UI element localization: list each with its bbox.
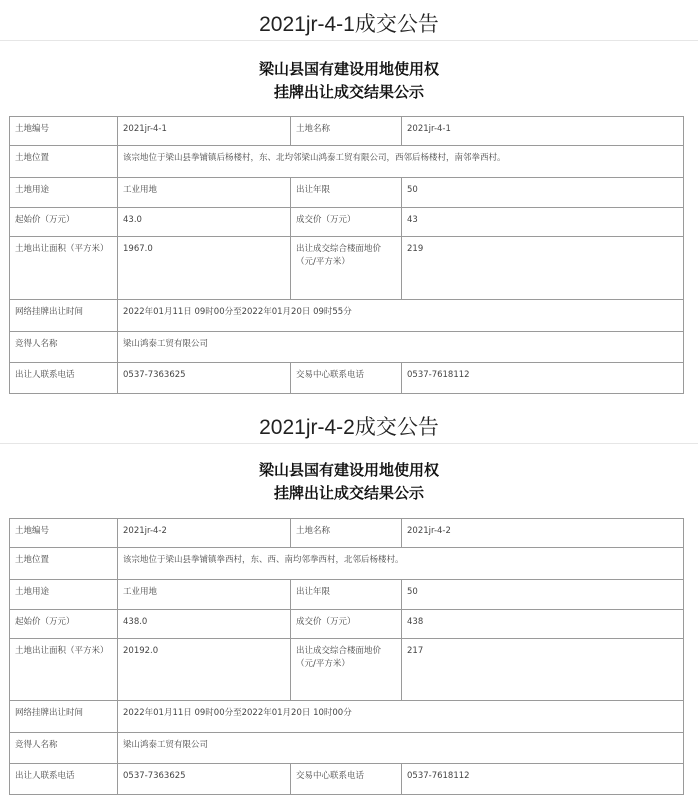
- notice-subtitle: [0, 459, 698, 505]
- label-cell: 交易中心联系电话: [291, 363, 402, 394]
- label-cell: 出让年限: [291, 580, 402, 610]
- label-cell: 土地用途: [10, 178, 118, 208]
- label-cell: 土地出让面积（平方米）: [10, 639, 118, 701]
- result-table: [9, 518, 684, 795]
- label-cell: 起始价（万元）: [10, 610, 118, 639]
- value-cell: 438: [402, 610, 684, 639]
- label-cell: 土地编号: [10, 519, 118, 548]
- value-cell: 0537-7363625: [118, 764, 291, 795]
- label-cell: 竞得人名称: [10, 733, 118, 764]
- label-cell: 起始价（万元）: [10, 208, 118, 237]
- label-cell: 土地编号: [10, 117, 118, 146]
- table-row: [10, 639, 684, 701]
- label-cell: 土地名称: [291, 117, 402, 146]
- notice-title: 2021jr-4-2成交公告: [259, 416, 439, 439]
- table-row: [10, 701, 684, 733]
- value-cell: 梁山鸿泰工贸有限公司: [118, 332, 684, 363]
- value-cell: 43.0: [118, 208, 291, 237]
- value-cell: 50: [402, 580, 684, 610]
- value-cell: 2021jr-4-1: [118, 117, 291, 146]
- label-cell: 土地位置: [10, 548, 118, 580]
- table-row: [10, 519, 684, 548]
- title-divider: [0, 40, 698, 41]
- label-cell: 交易中心联系电话: [291, 764, 402, 795]
- value-cell: 50: [402, 178, 684, 208]
- value-cell: 工业用地: [118, 580, 291, 610]
- label-cell: 土地名称: [291, 519, 402, 548]
- title-divider: [0, 443, 698, 444]
- subtitle-line: 挂牌出让成交结果公示: [273, 83, 424, 101]
- label-cell: 出让成交综合楼面地价（元/平方米）: [291, 639, 402, 701]
- value-cell: 2022年01月11日 09时00分至2022年01月20日 09时55分: [118, 300, 684, 332]
- result-table: [9, 116, 684, 394]
- value-cell: 2021jr-4-2: [402, 519, 684, 548]
- value-cell: 0537-7618112: [402, 764, 684, 795]
- subtitle-line: 梁山县国有建设用地使用权: [258, 461, 439, 479]
- value-cell: 43: [402, 208, 684, 237]
- value-cell: 梁山鸿泰工贸有限公司: [118, 733, 684, 764]
- label-cell: 土地出让面积（平方米）: [10, 237, 118, 300]
- label-cell: 土地位置: [10, 146, 118, 178]
- notice-title: 2021jr-4-1成交公告: [259, 13, 439, 36]
- value-cell: 1967.0: [118, 237, 291, 300]
- label-cell: 网络挂牌出让时间: [10, 701, 118, 733]
- table-row: [10, 548, 684, 580]
- table-row: [10, 332, 684, 363]
- value-cell: 2022年01月11日 09时00分至2022年01月20日 10时00分: [118, 701, 684, 733]
- label-cell: 出让人联系电话: [10, 764, 118, 795]
- value-cell: 2021jr-4-2: [118, 519, 291, 548]
- table-row: [10, 363, 684, 394]
- value-cell: 0537-7363625: [118, 363, 291, 394]
- subtitle-line: 挂牌出让成交结果公示: [273, 484, 424, 502]
- value-cell: 该宗地位于梁山县拳铺镇后杨楼村，东、北均邻梁山鸿泰工贸有限公司，西邻后杨楼村，南邻拳西村。: [118, 146, 684, 178]
- table-row: [10, 610, 684, 639]
- label-cell: 出让年限: [291, 178, 402, 208]
- value-cell: 0537-7618112: [402, 363, 684, 394]
- table-row: [10, 580, 684, 610]
- label-cell: 竞得人名称: [10, 332, 118, 363]
- label-cell: 出让成交综合楼面地价（元/平方米）: [291, 237, 402, 300]
- table-row: [10, 300, 684, 332]
- table-row: [10, 733, 684, 764]
- value-cell: 219: [402, 237, 684, 300]
- value-cell: 该宗地位于梁山县拳铺镇拳西村，东、西、南均邻拳西村，北邻后杨楼村。: [118, 548, 684, 580]
- label-cell: 土地用途: [10, 580, 118, 610]
- label-cell: 成交价（万元）: [291, 610, 402, 639]
- value-cell: 工业用地: [118, 178, 291, 208]
- notice-subtitle: [0, 58, 698, 104]
- label-cell: 网络挂牌出让时间: [10, 300, 118, 332]
- table-row: [10, 237, 684, 300]
- value-cell: 2021jr-4-1: [402, 117, 684, 146]
- table-row: [10, 117, 684, 146]
- label-cell: 成交价（万元）: [291, 208, 402, 237]
- value-cell: 20192.0: [118, 639, 291, 701]
- table-row: [10, 208, 684, 237]
- value-cell: 217: [402, 639, 684, 701]
- subtitle-line: 梁山县国有建设用地使用权: [258, 60, 439, 78]
- table-row: [10, 178, 684, 208]
- label-cell: 出让人联系电话: [10, 363, 118, 394]
- value-cell: 438.0: [118, 610, 291, 639]
- table-row: [10, 764, 684, 795]
- table-row: [10, 146, 684, 178]
